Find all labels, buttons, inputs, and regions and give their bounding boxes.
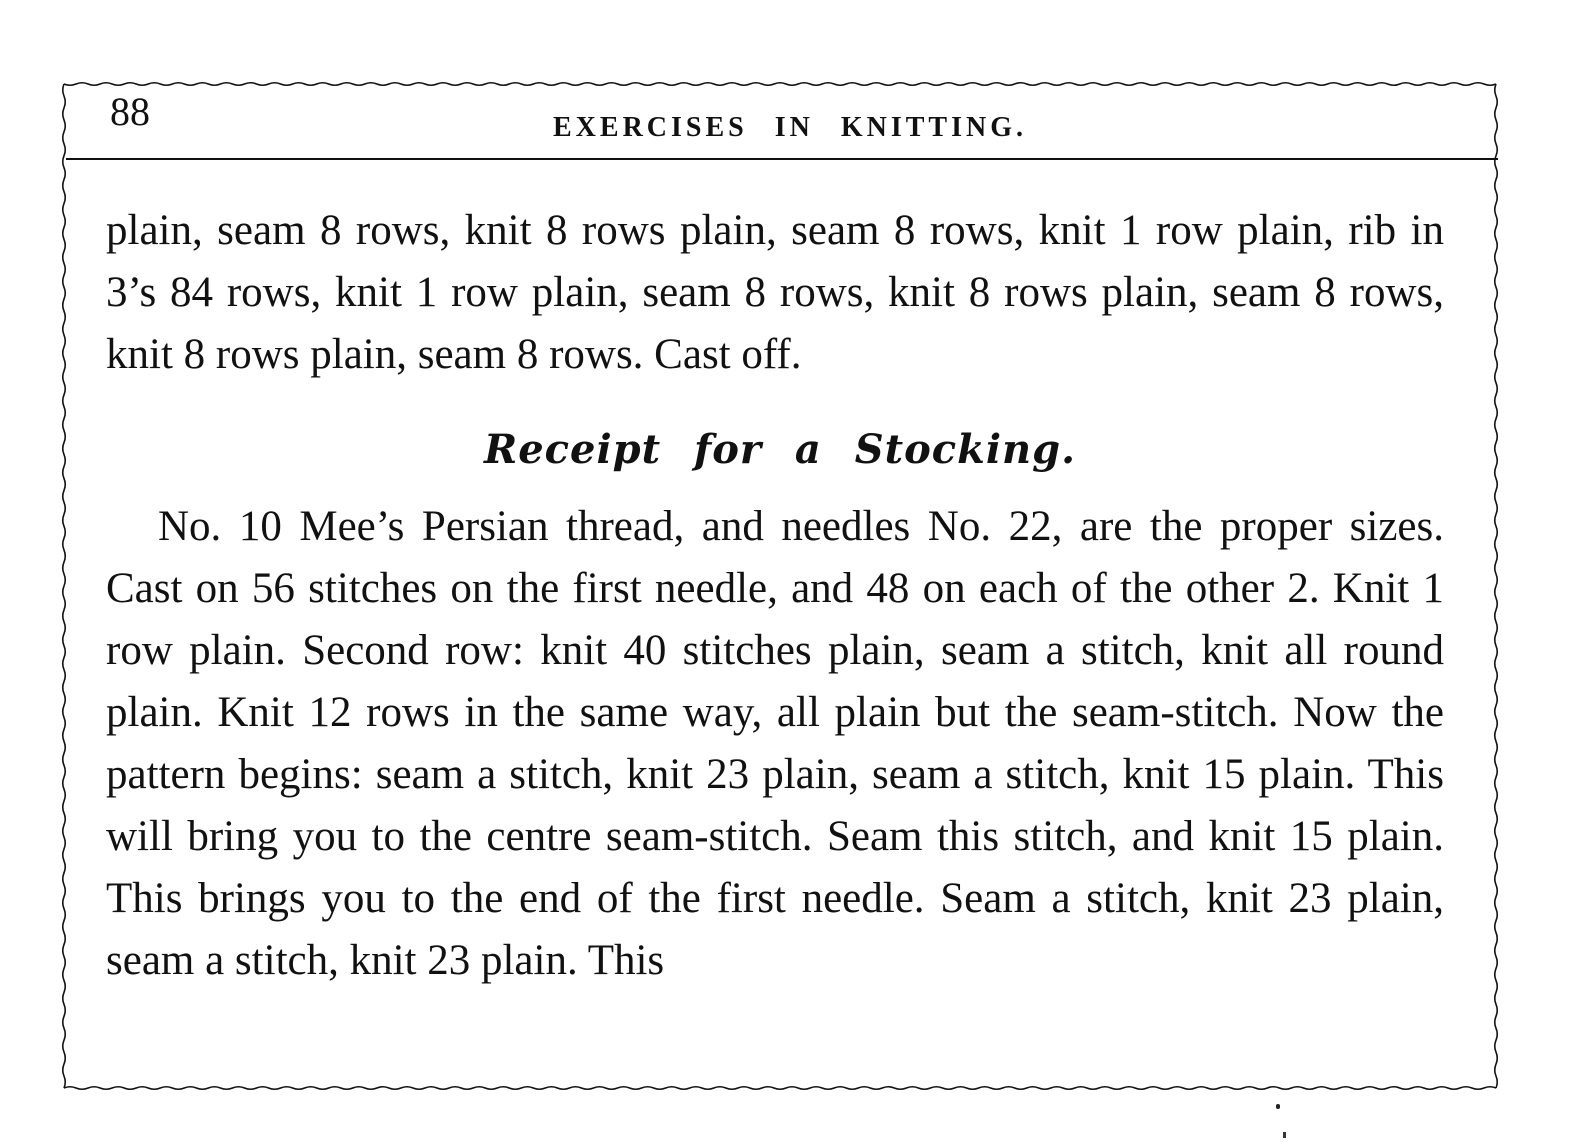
section-heading: Receipt for a Stocking. <box>483 426 1077 473</box>
header-rule <box>66 158 1498 160</box>
receipt-paragraph: No. 10 Mee’s Persian thread, and needles No. 22, are the proper sizes. Cast on 56 stitches on the first needle, and 48 on each of the other 2. Knit 1 row plain. Second row: knit 40 stitches plain, seam a stitch, knit all round plain. Knit 12 rows in the same way, all plain but the seam-stitch. Now the pattern begins: seam a stitch, knit 23 plain, seam a stitch, knit 15 plain. This will bring you to the centre seam-stitch. Seam this stitch, and knit 15 plain. This brings you to the end of the first needle. Seam a stitch, knit 23 plain, seam a stitch, knit 23 plain. This <box>106 503 1444 984</box>
ink-speck <box>1283 1132 1286 1138</box>
border-edge <box>64 83 1496 86</box>
continuation-paragraph: plain, seam 8 rows, knit 8 rows plain, seam 8 rows, knit 1 row plain, rib in 3’s 84 rows, knit 1 row plain, seam 8 rows, knit 8 rows plain, seam 8 rows, knit 8 rows plain, seam 8 rows. Cast off. <box>106 207 1444 378</box>
running-title: EXERCISES IN KNITTING. <box>553 112 1027 143</box>
border-edge <box>64 1087 1496 1090</box>
ink-speck <box>1276 1104 1280 1109</box>
border-edge <box>1495 84 1498 1088</box>
border-edge <box>63 84 66 1088</box>
page-number: 88 <box>110 89 150 134</box>
